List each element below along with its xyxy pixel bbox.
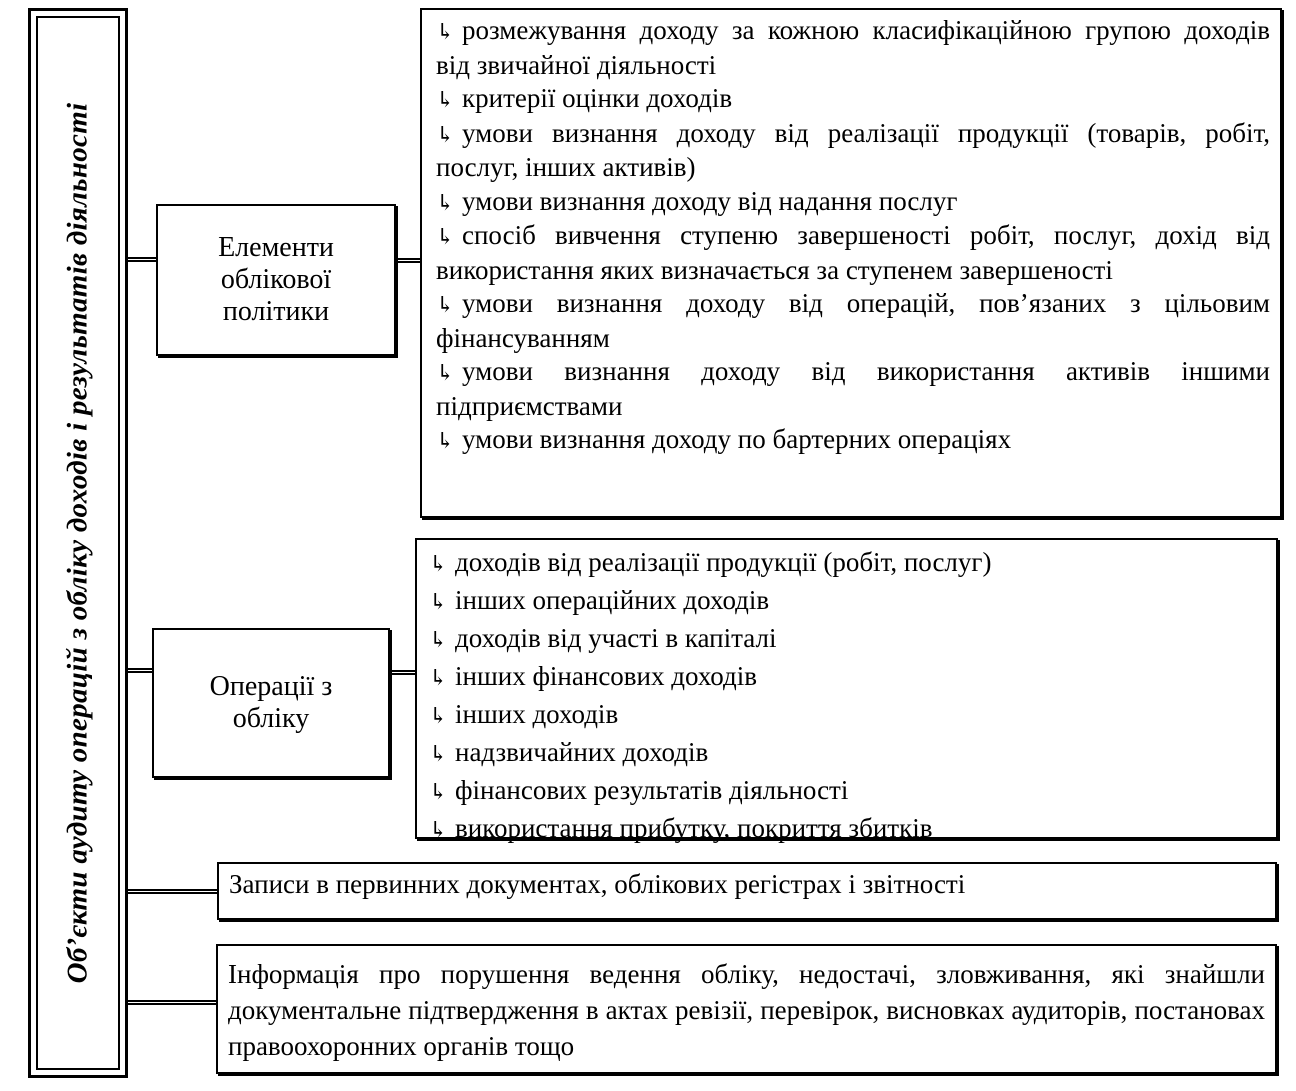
list-item-text: доходів від участі в капіталі xyxy=(455,623,777,653)
connector-records xyxy=(128,889,218,894)
list-item-text: використання прибутку, покриття збитків xyxy=(455,813,933,843)
list-item xyxy=(429,810,1266,848)
hooked-arrow-icon: ↳ xyxy=(436,87,455,112)
list-item xyxy=(436,14,1270,82)
list-item-text: умови визнання доходу від реалізації продукції (товарів, робіт, послуг, інших активів) xyxy=(436,117,1270,182)
list-item-text: доходів від реалізації продукції (робіт, послуг) xyxy=(455,547,992,577)
group-b-list xyxy=(415,538,1278,843)
connector-group-b xyxy=(128,668,152,673)
list-item-text: інших доходів xyxy=(455,699,619,729)
hooked-arrow-icon: ↳ xyxy=(429,741,448,766)
list-item xyxy=(429,696,1266,734)
group-a-label: Елементи облікової політики xyxy=(218,232,334,327)
hooked-arrow-icon: ↳ xyxy=(436,224,455,249)
connector-group-b-list xyxy=(390,670,416,675)
connector-group-a xyxy=(128,257,156,262)
list-item xyxy=(436,423,1270,458)
root-title-box xyxy=(28,8,128,1078)
list-item-text: умови визнання доходу від операцій, пов’язаних з цільовим фінансуванням xyxy=(436,288,1270,353)
hooked-arrow-icon: ↳ xyxy=(429,589,448,614)
list-item-text: фінансових результатів діяльності xyxy=(455,775,849,805)
list-item-text: умови визнання доходу по бартерних операціях xyxy=(462,424,1012,454)
list-item xyxy=(429,544,1266,582)
hooked-arrow-icon: ↳ xyxy=(429,551,448,576)
hooked-arrow-icon: ↳ xyxy=(429,817,448,842)
hooked-arrow-icon: ↳ xyxy=(436,189,455,215)
hooked-arrow-icon: ↳ xyxy=(436,360,455,385)
violations-text: Інформація про порушення ведення обліку, недостачі, зловживання, які знайшли документальне підтвердження в актах ревізії, перевірок, висновках аудиторів, постановах правоохоронних органів тощо xyxy=(228,959,1265,1061)
list-item-text: умови визнання доходу від надання послуг xyxy=(462,185,958,216)
list-item xyxy=(436,185,1270,220)
list-item xyxy=(436,355,1270,423)
list-item-text: критерії оцінки доходів xyxy=(462,83,733,113)
group-b-label: Операції з обліку xyxy=(209,671,333,734)
list-item xyxy=(436,219,1270,287)
list-item-text: інших операційних доходів xyxy=(455,585,770,615)
records-box xyxy=(217,862,1277,920)
group-a-list xyxy=(420,8,1282,518)
group-b-label-box xyxy=(152,628,390,778)
hooked-arrow-icon: ↳ xyxy=(436,19,455,44)
hooked-arrow-icon: ↳ xyxy=(429,627,448,652)
list-item xyxy=(436,287,1270,355)
hooked-arrow-icon: ↳ xyxy=(429,703,448,728)
list-item xyxy=(429,772,1266,810)
list-item xyxy=(429,620,1266,658)
hooked-arrow-icon: ↳ xyxy=(436,292,455,317)
list-item xyxy=(429,658,1266,696)
list-item-text: розмежування доходу за кожною класифікаційною групою доходів від звичайної діяльності xyxy=(436,15,1270,80)
list-item xyxy=(429,582,1266,620)
list-item xyxy=(429,734,1266,772)
list-item xyxy=(436,117,1270,185)
hooked-arrow-icon: ↳ xyxy=(436,428,455,453)
list-item-text: інших фінансових доходів xyxy=(455,661,757,691)
list-item-text: спосіб вивчення ступеню завершеності робіт, послуг, дохід від використання яких визначається за ступенем завершеності xyxy=(436,220,1270,285)
hooked-arrow-icon: ↳ xyxy=(429,779,448,804)
violations-box xyxy=(216,944,1277,1074)
root-title-inner xyxy=(36,16,120,1070)
connector-group-a-list xyxy=(396,258,422,263)
records-text: Записи в первинних документах, облікових регістрах і звітності xyxy=(229,869,966,899)
hooked-arrow-icon: ↳ xyxy=(429,665,448,690)
connector-violations xyxy=(128,1000,216,1005)
hooked-arrow-icon: ↳ xyxy=(436,121,455,147)
list-item-text: умови визнання доходу від використання активів іншими підприємствами xyxy=(436,356,1270,421)
list-item xyxy=(436,82,1270,117)
root-title: Об’єкти аудиту операцій з обліку доходів і результатів діяльності xyxy=(61,102,94,984)
group-a-label-box xyxy=(156,204,396,356)
list-item-text: надзвичайних доходів xyxy=(455,737,709,767)
